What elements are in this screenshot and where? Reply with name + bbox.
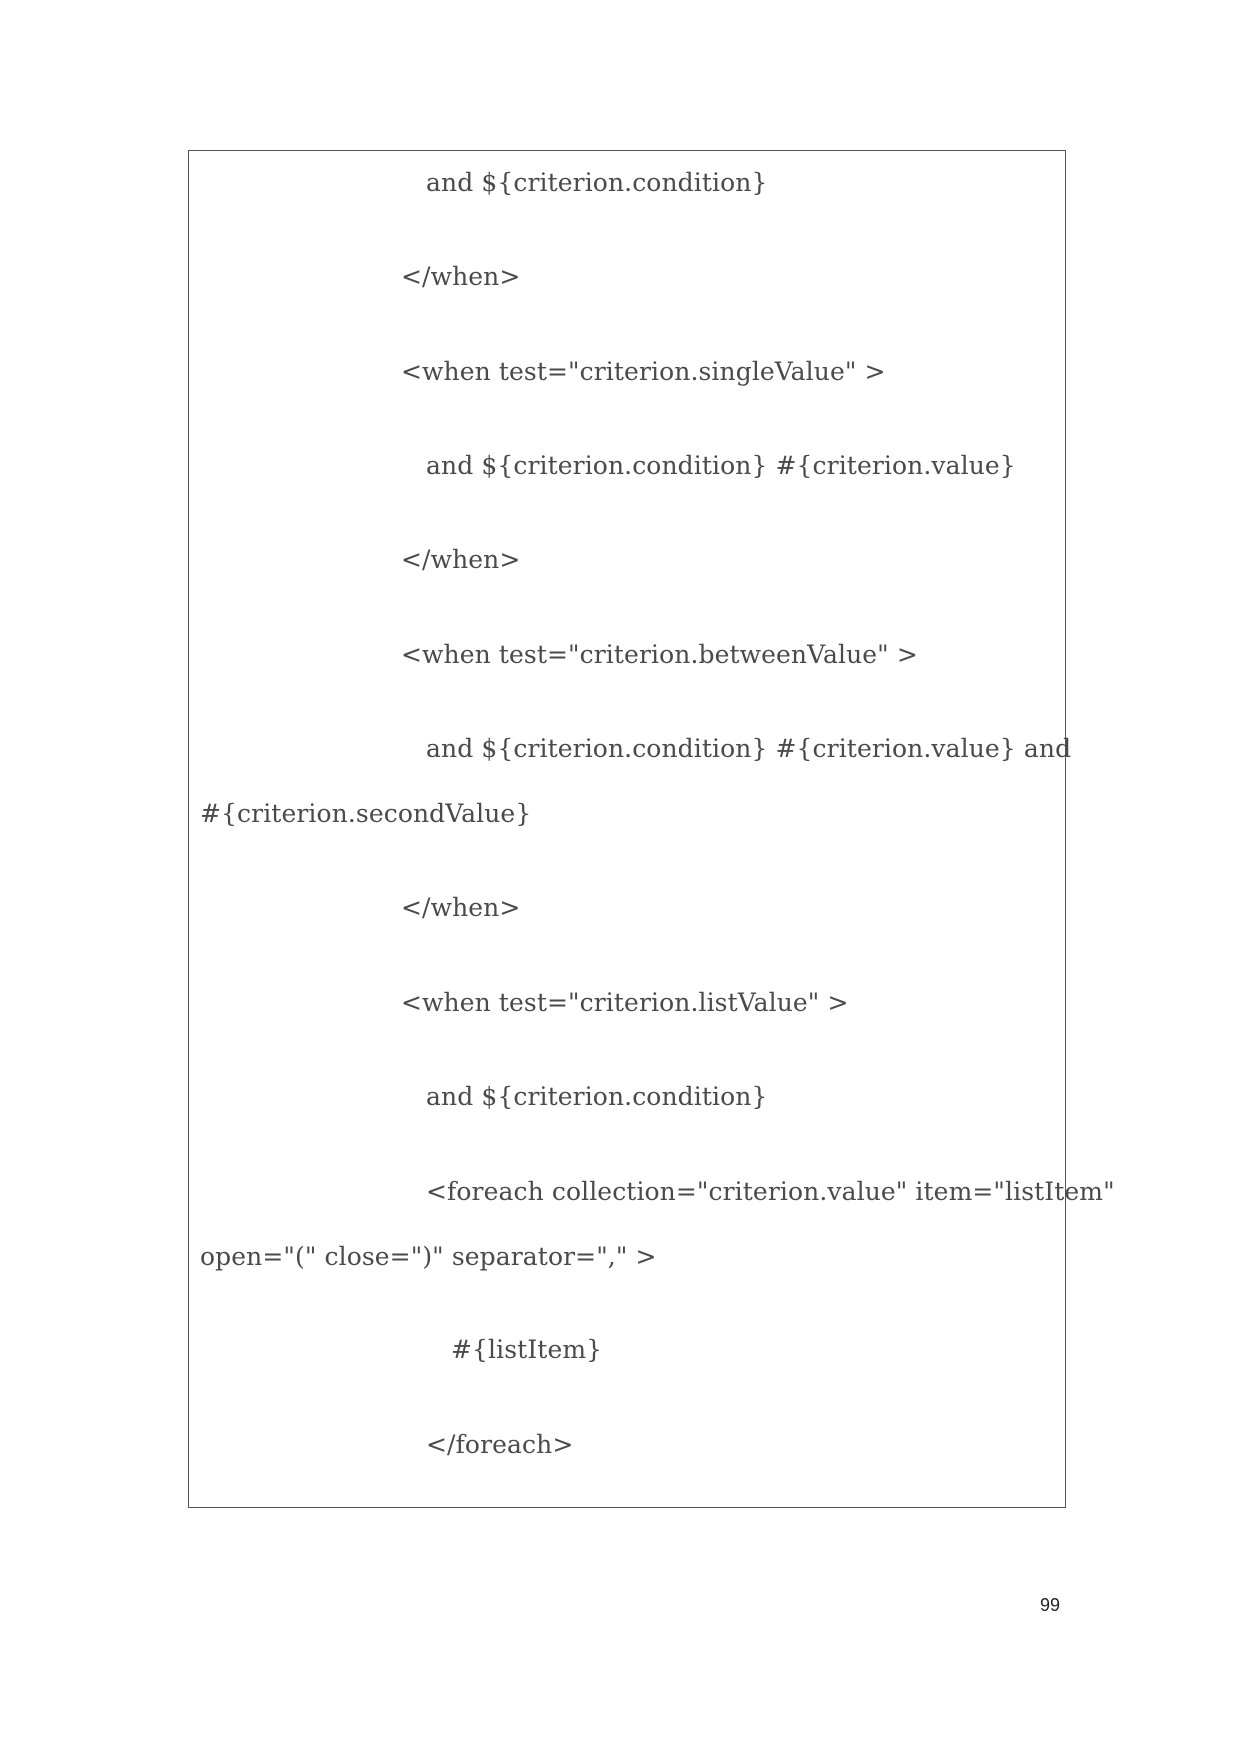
code-line: and ${criterion.condition} #{criterion.value} xyxy=(426,451,1016,480)
code-line: #{listItem} xyxy=(451,1335,603,1364)
code-line: #{criterion.secondValue} xyxy=(200,799,532,828)
code-line: and ${criterion.condition} xyxy=(426,1082,768,1111)
code-line: open="(" close=")" separator="," > xyxy=(200,1242,657,1271)
code-line: </when> xyxy=(401,262,521,291)
code-line: <foreach collection="criterion.value" item="listItem" xyxy=(426,1177,1115,1206)
code-line: <when test="criterion.listValue" > xyxy=(401,988,849,1017)
code-line: and ${criterion.condition} xyxy=(426,168,768,197)
code-line: </when> xyxy=(401,893,521,922)
code-line: <when test="criterion.singleValue" > xyxy=(401,357,886,386)
code-line: </foreach> xyxy=(426,1430,574,1459)
code-listing-box xyxy=(188,150,1115,1508)
code-line: </when> xyxy=(401,545,521,574)
page-number: 99 xyxy=(1039,1595,1060,1615)
code-line: <when test="criterion.betweenValue" > xyxy=(401,640,918,669)
code-line: and ${criterion.condition} #{criterion.value} and xyxy=(426,734,1072,763)
